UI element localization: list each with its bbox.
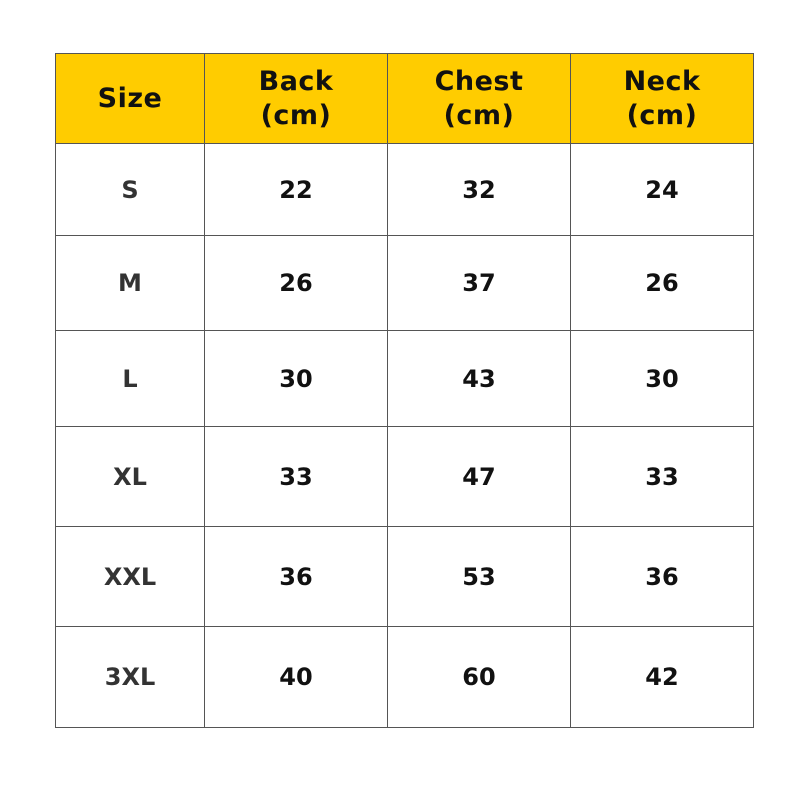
table-row: [56, 144, 754, 236]
size-cell: S: [56, 144, 205, 236]
chest-cell: 60: [388, 627, 571, 728]
header-back: [205, 54, 388, 144]
header-neck: [571, 54, 754, 144]
back-cell: 22: [205, 144, 388, 236]
header-size-label: Size: [97, 82, 163, 114]
header-back-label: Back: [258, 65, 334, 97]
back-cell: 30: [205, 331, 388, 427]
neck-cell: 42: [571, 627, 754, 728]
header-row: [56, 54, 754, 144]
chest-cell: 53: [388, 527, 571, 627]
header-neck-unit: (cm): [626, 99, 698, 131]
back-cell: 33: [205, 427, 388, 527]
table-row: [56, 627, 754, 728]
back-cell: 26: [205, 236, 388, 331]
size-cell: XXL: [56, 527, 205, 627]
neck-cell: 26: [571, 236, 754, 331]
header-neck-label: Neck: [623, 65, 701, 97]
size-chart-table: [55, 53, 754, 728]
header-chest-label: Chest: [434, 65, 524, 97]
table-row: [56, 331, 754, 427]
size-cell: XL: [56, 427, 205, 527]
header-chest: [388, 54, 571, 144]
back-cell: 40: [205, 627, 388, 728]
neck-cell: 36: [571, 527, 754, 627]
header-size: [56, 54, 205, 144]
header-chest-unit: (cm): [443, 99, 515, 131]
neck-cell: 24: [571, 144, 754, 236]
size-cell: L: [56, 331, 205, 427]
neck-cell: 33: [571, 427, 754, 527]
table-row: [56, 427, 754, 527]
size-cell: M: [56, 236, 205, 331]
back-cell: 36: [205, 527, 388, 627]
header-back-unit: (cm): [260, 99, 332, 131]
chest-cell: 37: [388, 236, 571, 331]
size-cell: 3XL: [56, 627, 205, 728]
neck-cell: 30: [571, 331, 754, 427]
chest-cell: 47: [388, 427, 571, 527]
chest-cell: 43: [388, 331, 571, 427]
table-row: [56, 236, 754, 331]
chest-cell: 32: [388, 144, 571, 236]
table-row: [56, 527, 754, 627]
